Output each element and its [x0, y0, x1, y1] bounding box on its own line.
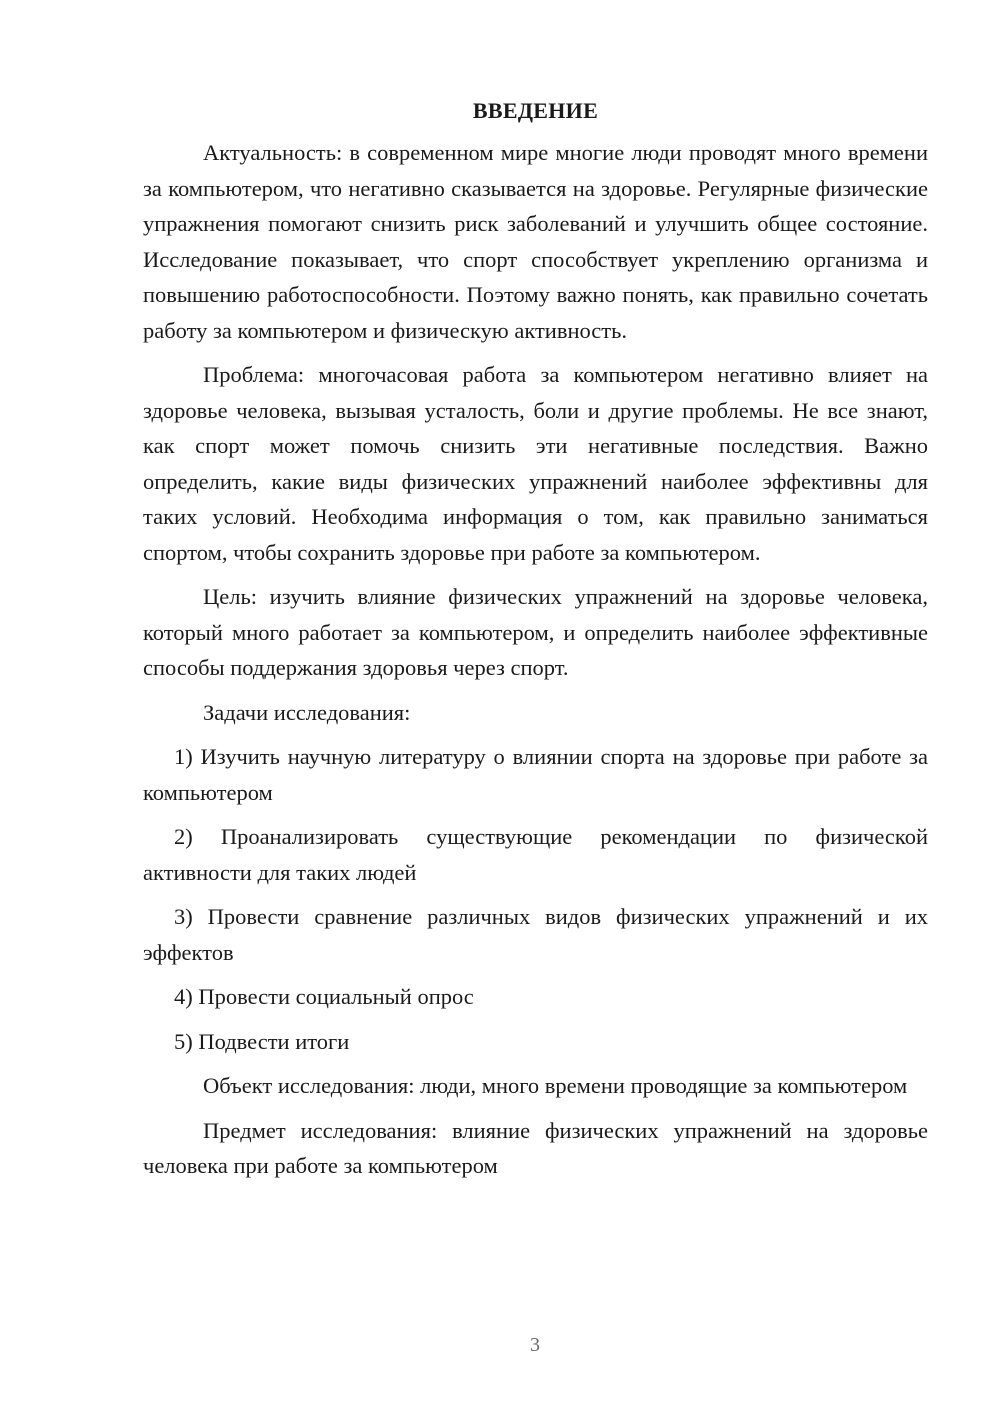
task-item-4: 4) Провести социальный опрос	[174, 984, 474, 1009]
task-item-3: 3) Провести сравнение различных видов физических упражнений и их эффектов	[143, 904, 928, 965]
task-item-1: 1) Изучить научную литературу о влиянии спорта на здоровье при работе за компьютером	[143, 744, 928, 805]
paragraph-object: Объект исследования: люди, много времени проводящие за компьютером	[203, 1073, 908, 1098]
paragraph-problem: Проблема: многочасовая работа за компьютером негативно влияет на здоровье человека, вызывая усталость, боли и другие проблемы. Не все знают, как спорт может помочь снизить эти негативные последствия. Важно определить, какие виды физических упражнений наиболее эффективны для таких условий. Необходима информация о том, как правильно заниматься спортом, чтобы сохранить здоровье при работе за компьютером.	[143, 362, 928, 565]
task-item-5: 5) Подвести итоги	[174, 1028, 350, 1054]
paragraph-relevance: Актуальность: в современном мире многие люди проводят много времени за компьютером, что негативно сказывается на здоровье. Регулярные физические упражнения помогают снизить риск заболеваний и улучшить общее состояние. Исследование показывает, что спорт способствует укреплению организма и повышению работоспособности. Поэтому важно понять, как правильно сочетать работу за компьютером и физическую активность.	[143, 140, 928, 343]
page-number: 3	[530, 1334, 540, 1356]
task-item-2: 2) Проанализировать существующие рекомендации по физической активности для таких людей	[143, 824, 928, 885]
paragraph-subject: Предмет исследования: влияние физических упражнений на здоровье человека при работе за компьютером	[143, 1117, 928, 1178]
document-page	[143, 96, 928, 1184]
tasks-title: Задачи исследования:	[203, 699, 411, 725]
paragraph-goal: Цель: изучить влияние физических упражнений на здоровье человека, который много работает за компьютером, и определить наиболее эффективные способы поддержания здоровья через спорт.	[143, 584, 928, 680]
page-title: ВВЕДЕНИЕ	[472, 98, 599, 123]
